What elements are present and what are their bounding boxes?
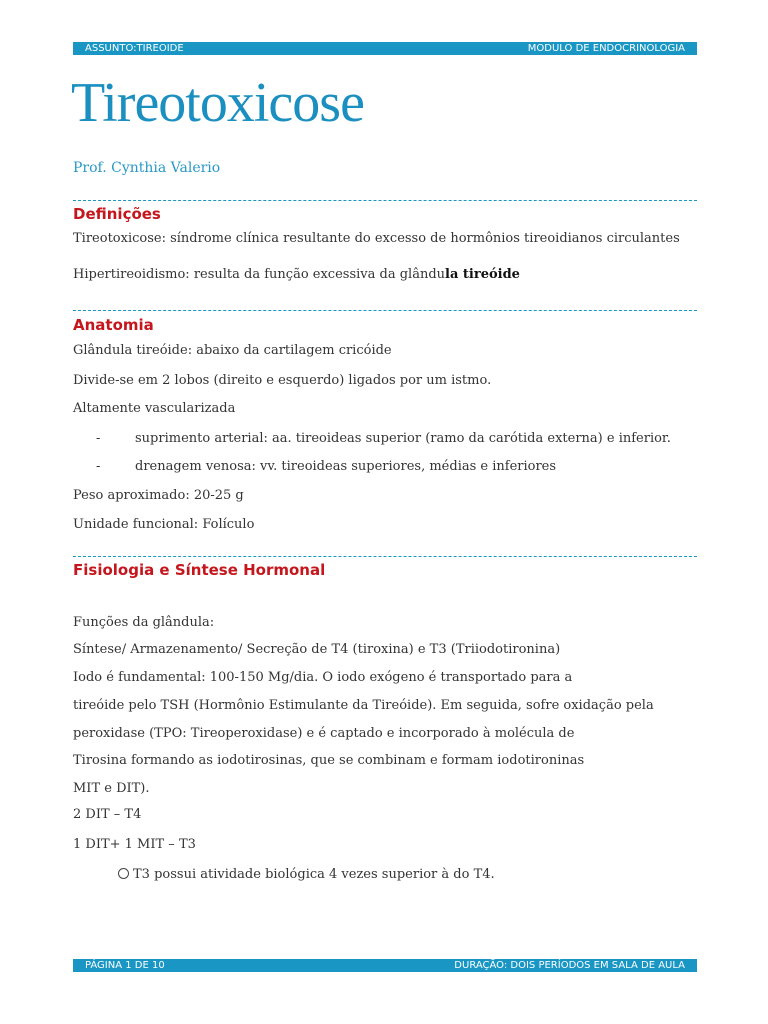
bullet-dash: -: [96, 459, 101, 474]
fisiologia-note: [118, 866, 495, 884]
definicoes-line-1: Tireotoxicose: síndrome clínica resultante do excesso de hormônios tireoidianos circulantes: [73, 231, 680, 246]
section-divider: [73, 310, 697, 311]
page-title: Tireotoxicose: [71, 72, 364, 134]
anatomia-bullet-1: suprimento arterial: aa. tireoideas superior (ramo da carótida externa) e inferior.: [135, 431, 671, 446]
anatomia-line-1: Glândula tireóide: abaixo da cartilagem cricóide: [73, 343, 392, 358]
definicoes-line-2: [73, 266, 520, 284]
fisiologia-line-5: peroxidase (TPO: Tireoperoxidase) e é captado e incorporado à molécula de: [73, 726, 575, 741]
heading-anatomia: Anatomia: [73, 316, 154, 334]
fisiologia-line-3: Iodo é fundamental: 100-150 Mg/dia. O iodo exógeno é transportado para a: [73, 670, 573, 685]
fisiologia-note-text: T3 possui atividade biológica 4 vezes superior à do T4.: [133, 867, 495, 882]
anatomia-line-3: Altamente vascularizada: [73, 401, 236, 416]
heading-definicoes: Definições: [73, 205, 161, 223]
anatomia-line-4: Peso aproximado: 20-25 g: [73, 488, 244, 503]
heading-fisiologia: Fisiologia e Síntese Hormonal: [73, 561, 326, 579]
anatomia-bullet-2: drenagem venosa: vv. tireoideas superiores, médias e inferiores: [135, 459, 557, 474]
header-subject: ASSUNTO:TIREOIDE: [85, 43, 184, 54]
fisiologia-line-8: 2 DIT – T4: [73, 807, 142, 822]
circle-bullet-icon: [118, 868, 129, 879]
fisiologia-line-6: Tirosina formando as iodotirosinas, que se combinam e formam iodotironinas: [73, 753, 585, 768]
anatomia-line-5: Unidade funcional: Folículo: [73, 517, 255, 532]
footer-duration: DURAÇÃO: DOIS PERÍODOS EM SALA DE AULA: [454, 960, 685, 971]
header-bar: [73, 42, 697, 55]
section-divider: [73, 556, 697, 557]
fisiologia-line-7: MIT e DIT).: [73, 781, 150, 796]
author-line: Prof. Cynthia Valerio: [73, 160, 221, 176]
definicoes-line-2-bold: la tireóide: [445, 267, 520, 282]
footer-page: PÁGINA 1 DE 10: [85, 960, 165, 971]
fisiologia-line-1: Funções da glândula:: [73, 615, 215, 630]
fisiologia-line-2: Síntese/ Armazenamento/ Secreção de T4 (tiroxina) e T3 (Triiodotironina): [73, 642, 561, 657]
footer-bar: [73, 959, 697, 972]
header-module: MODULO DE ENDOCRINOLOGIA: [527, 43, 685, 54]
fisiologia-line-9: 1 DIT+ 1 MIT – T3: [73, 837, 196, 852]
definicoes-line-2-text: Hipertireoidismo: resulta da função excessiva da glându: [73, 267, 446, 282]
bullet-dash: -: [96, 431, 101, 446]
fisiologia-line-4: tireóide pelo TSH (Hormônio Estimulante da Tireóide). Em seguida, sofre oxidação pela: [73, 698, 654, 713]
anatomia-line-2: Divide-se em 2 lobos (direito e esquerdo) ligados por um istmo.: [73, 373, 492, 388]
section-divider: [73, 200, 697, 201]
